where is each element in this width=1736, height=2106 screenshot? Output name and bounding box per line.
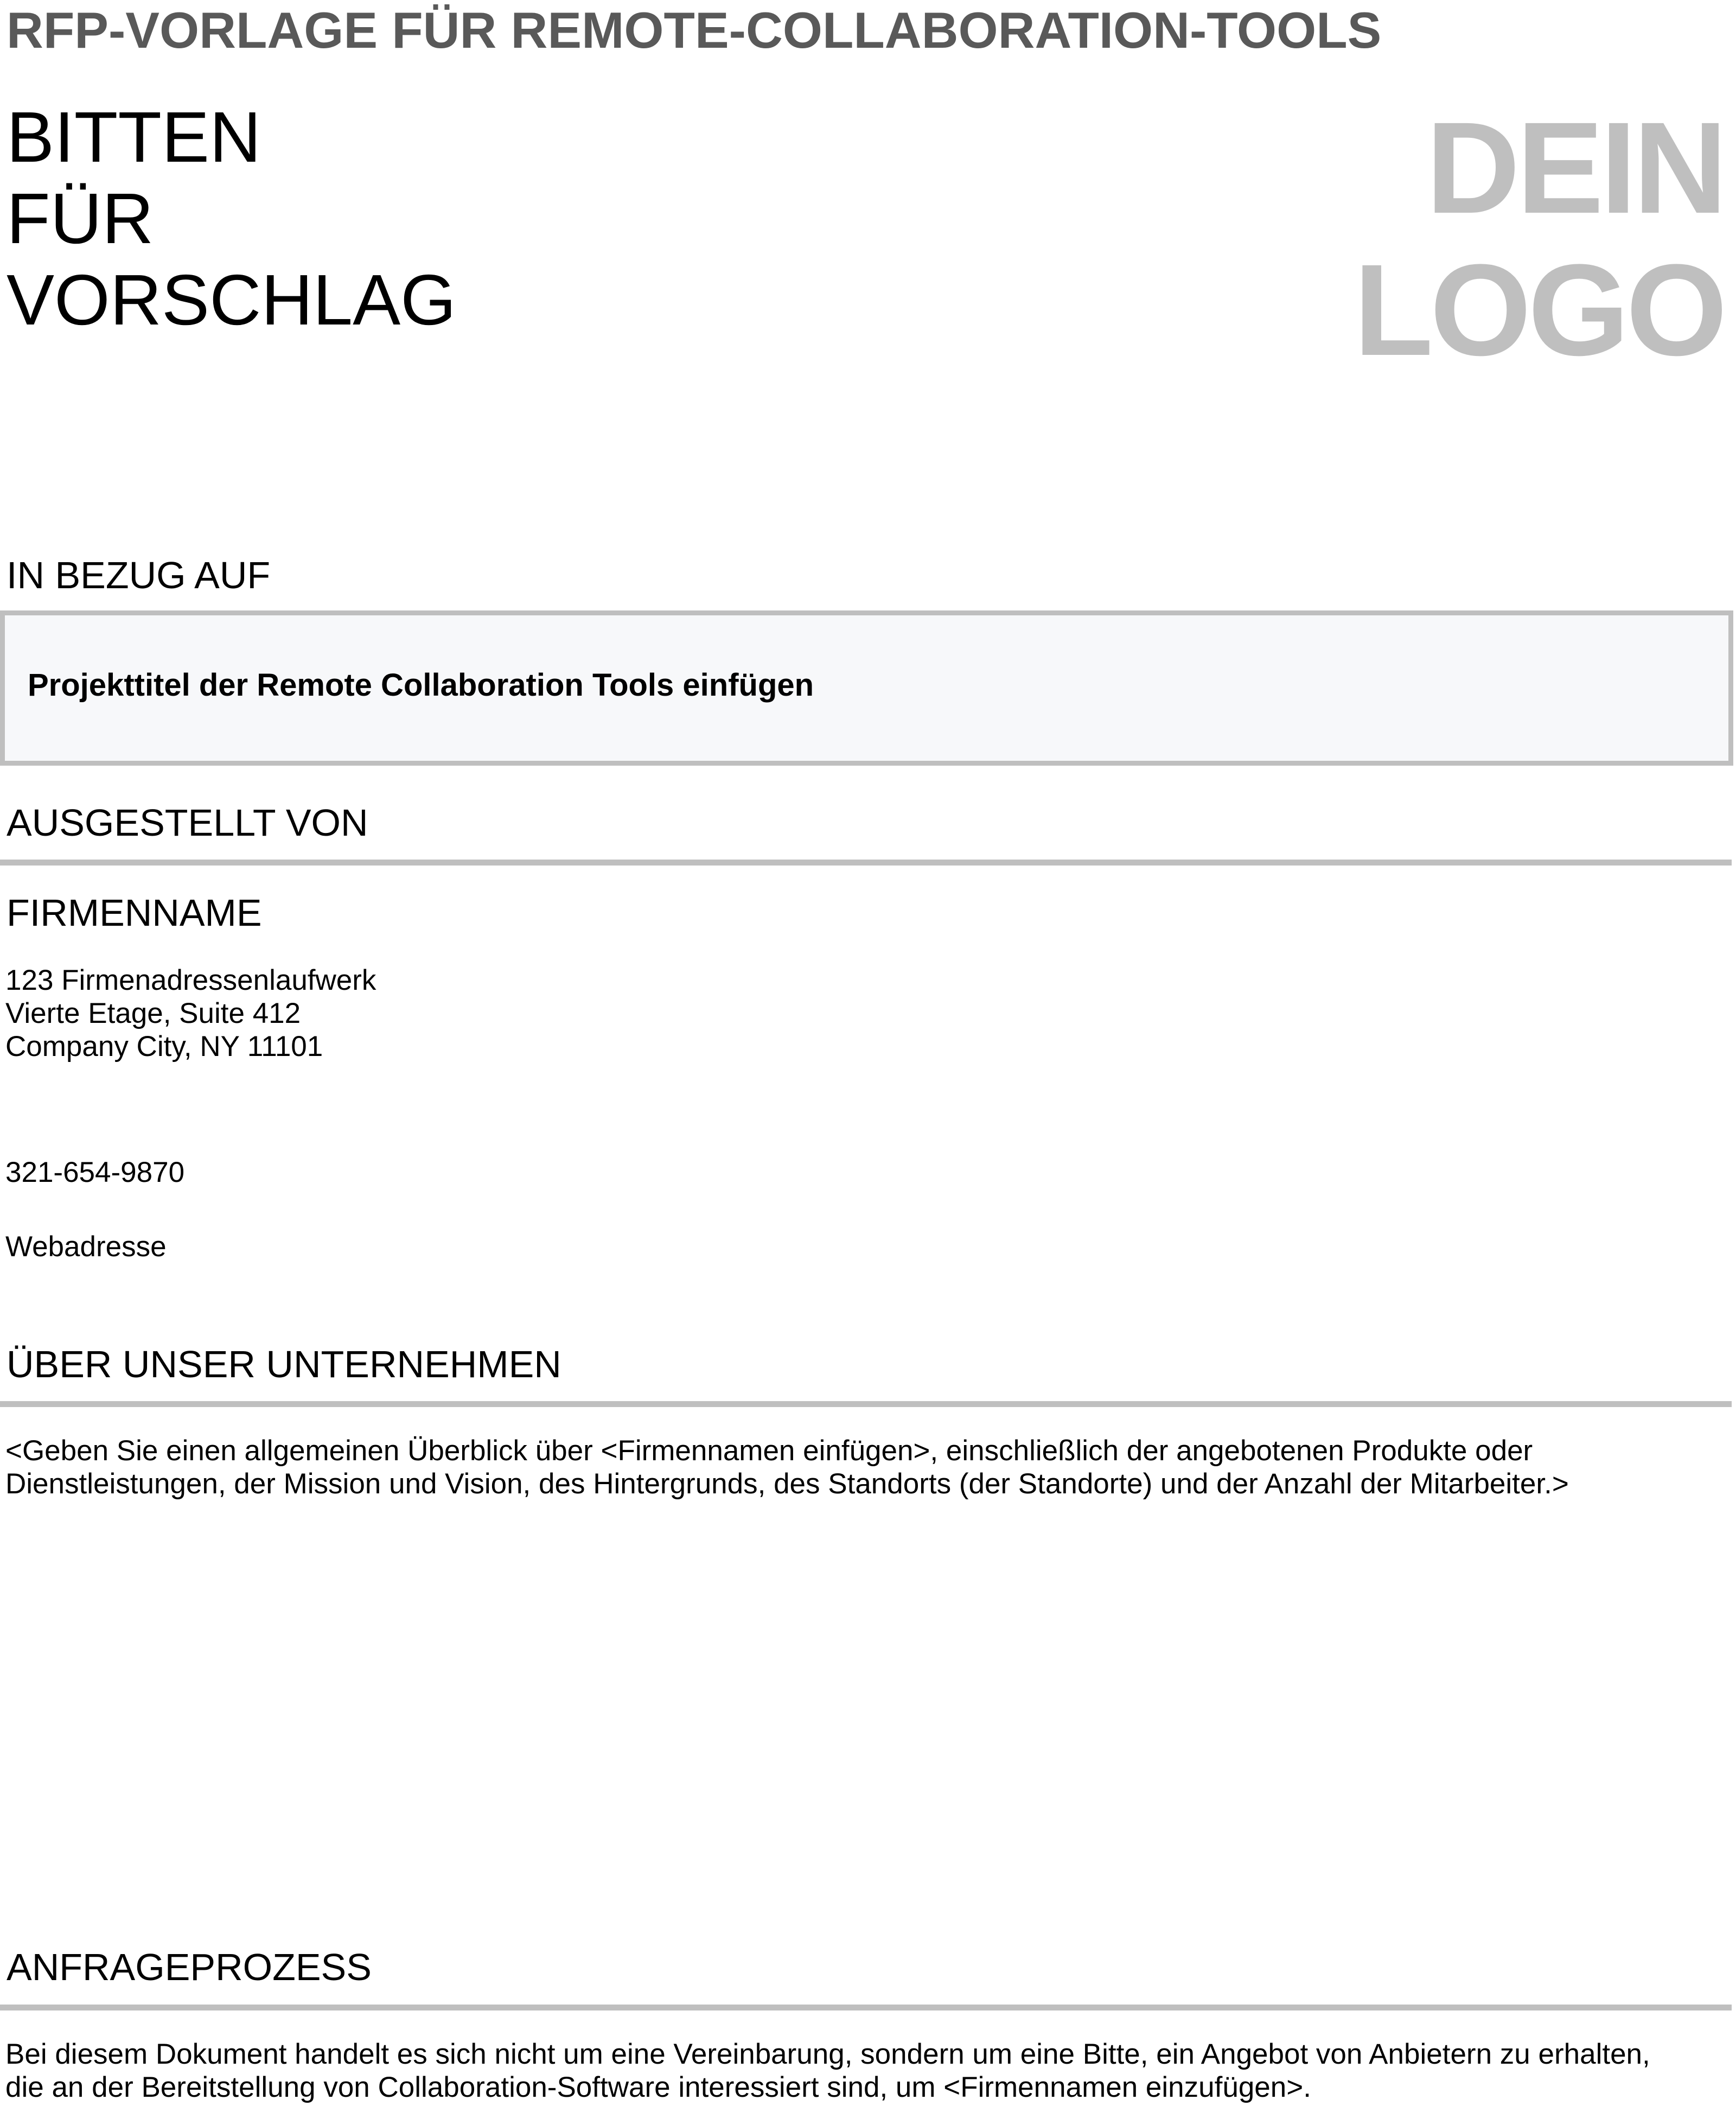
section-divider — [0, 860, 1732, 866]
logo-line: LOGO — [1354, 237, 1724, 383]
rfp-heading-line: BITTEN — [7, 97, 261, 177]
company-name: FIRMENNAME — [7, 892, 262, 934]
about-text-line: Dienstleistungen, der Mission und Vision, des Hintergrunds, des Standorts (der Standorte) und der Anzahl der Mitarbeiter.> — [5, 1468, 1569, 1500]
section-divider — [0, 2005, 1732, 2010]
logo-line: DEIN — [1426, 95, 1724, 240]
document-title: RFP-VORLAGE FÜR REMOTE-COLLABORATION-TOOLS — [7, 2, 1382, 59]
section-divider — [0, 1401, 1732, 1407]
about-text — [5, 1434, 1569, 1500]
company-address — [5, 964, 376, 1063]
project-title-box[interactable] — [0, 610, 1733, 766]
process-text-line: Bei diesem Dokument handelt es sich nicht um eine Vereinbarung, sondern um eine Bitte, ein Angebot von Anbietern zu erhalten, — [5, 2038, 1650, 2070]
process-label: ANFRAGEPROZESS — [7, 1946, 372, 1988]
address-line: 123 Firmenadressenlaufwerk — [5, 964, 376, 996]
company-phone: 321-654-9870 — [5, 1156, 185, 1188]
about-label: ÜBER UNSER UNTERNEHMEN — [7, 1343, 561, 1385]
address-line: Company City, NY 11101 — [5, 1030, 323, 1062]
issued-by-label: AUSGESTELLT VON — [7, 801, 368, 844]
rfp-heading-line: FÜR — [7, 179, 154, 258]
address-line: Vierte Etage, Suite 412 — [5, 997, 301, 1029]
process-text — [5, 2038, 1650, 2104]
about-text-line: <Geben Sie einen allgemeinen Überblick über <Firmennamen einfügen>, einschließlich der angebotenen Produkte oder — [5, 1435, 1533, 1467]
reference-label: IN BEZUG AUF — [7, 554, 271, 596]
project-title: Projekttitel der Remote Collaboration Tools einfügen — [28, 667, 814, 703]
logo-placeholder — [1354, 97, 1724, 381]
rfp-heading-line: VORSCHLAG — [7, 260, 456, 340]
company-website: Webadresse — [5, 1231, 167, 1263]
rfp-heading — [7, 97, 456, 341]
process-text-line: die an der Bereitstellung von Collaboration-Software interessiert sind, um <Firmennamen einzufügen>. — [5, 2071, 1311, 2103]
